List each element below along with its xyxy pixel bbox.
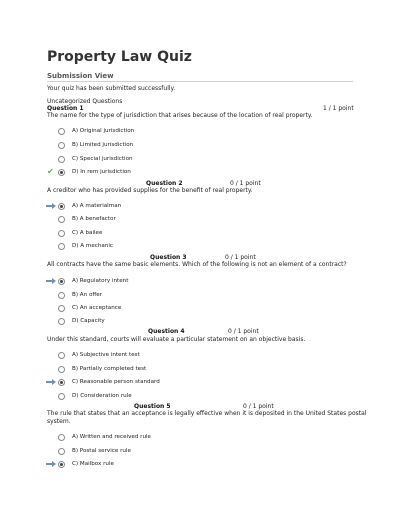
q5-option-c-label: C) Mailbox rule	[72, 461, 114, 467]
q3-option-a-radio[interactable]	[58, 278, 65, 285]
q1-option-c-label: C) Special jurisdiction	[72, 156, 133, 162]
q2-option-a-radio[interactable]	[58, 203, 65, 210]
q5-option-c-radio[interactable]	[58, 461, 65, 468]
q1-option-b-radio[interactable]	[58, 142, 65, 149]
q4-option-a-label: A) Subjective intent test	[72, 352, 140, 358]
q1-option-a-label: A) Original jurisdiction	[72, 128, 135, 134]
divider	[47, 81, 353, 82]
q3-option-a-label: A) Regulatory intent	[72, 278, 129, 284]
quiz-title: Property Law Quiz	[47, 49, 192, 65]
q1-option-b-label: B) Limited jurisdiction	[72, 142, 134, 148]
q1-option-a-radio[interactable]	[58, 128, 65, 135]
q1-option-d-label: D) In rem jurisdiction	[72, 169, 131, 175]
q3-option-b-label: B) An offer	[72, 292, 102, 298]
question-4-text: Under this standard, courts will evaluate a particular statement on an objective basis.	[47, 336, 306, 343]
arrow-right-icon	[46, 278, 56, 284]
q4-option-b-radio[interactable]	[58, 366, 65, 373]
q4-option-a-radio[interactable]	[58, 352, 65, 359]
check-icon: ✔	[47, 167, 54, 176]
arrow-right-icon	[46, 203, 56, 209]
q5-option-a-label: A) Written and received rule	[72, 434, 151, 440]
q2-option-c-label: C) A bailee	[72, 230, 103, 236]
q3-option-c-label: C) An acceptance	[72, 305, 122, 311]
question-5-score: 0 / 1 point	[243, 403, 274, 410]
q3-option-b-radio[interactable]	[58, 292, 65, 299]
q5-option-a-radio[interactable]	[58, 434, 65, 441]
q2-option-a-label: A) A materialman	[72, 203, 122, 209]
q5-option-b-label: B) Postal service rule	[72, 448, 131, 454]
question-4-header: Question 4	[148, 328, 185, 335]
q2-option-b-radio[interactable]	[58, 216, 65, 223]
arrow-right-icon	[46, 461, 56, 467]
submitted-message: Your quiz has been submitted successfully.	[47, 85, 176, 92]
q2-option-d-radio[interactable]	[58, 243, 65, 250]
question-5-header: Question 5	[134, 403, 171, 410]
q2-option-d-label: D) A mechanic	[72, 243, 113, 249]
q2-option-c-radio[interactable]	[58, 230, 65, 237]
q4-option-d-radio[interactable]	[58, 393, 65, 400]
question-1-header: Question 1	[47, 105, 84, 112]
q4-option-b-label: B) Partially completed test	[72, 366, 147, 372]
question-1-score: 1 / 1 point	[323, 105, 354, 112]
question-1-text: The name for the type of jurisdiction that arises because of the location of real property.	[47, 112, 313, 119]
category-label: Uncategorized Questions	[47, 98, 123, 105]
question-2-text: A creditor who has provided supplies for the benefit of real property.	[47, 187, 253, 194]
question-3-header: Question 3	[150, 254, 187, 261]
question-2-header: Question 2	[146, 180, 183, 187]
question-3-score: 0 / 1 point	[225, 254, 256, 261]
question-5-text-line-1: The rule that states that an acceptance is legally effective when it is deposited in the United States postal	[47, 410, 367, 417]
q1-option-c-radio[interactable]	[58, 156, 65, 163]
q3-option-d-label: D) Capacity	[72, 318, 105, 324]
submission-view-label: Submission View	[47, 72, 114, 80]
q4-option-c-radio[interactable]	[58, 379, 65, 386]
q5-option-b-radio[interactable]	[58, 448, 65, 455]
q4-option-d-label: D) Consideration rule	[72, 393, 132, 399]
question-4-score: 0 / 1 point	[228, 328, 259, 335]
q1-option-d-radio[interactable]	[58, 169, 65, 176]
q3-option-d-radio[interactable]	[58, 318, 65, 325]
question-5-text-line-2: system.	[47, 418, 71, 425]
question-2-score: 0 / 1 point	[230, 180, 261, 187]
q2-option-b-label: B) A benefactor	[72, 216, 116, 222]
question-3-text: All contracts have the same basic elements. Which of the following is not an element of a contract?	[47, 261, 347, 268]
q4-option-c-label: C) Reasonable person standard	[72, 379, 160, 385]
q3-option-c-radio[interactable]	[58, 305, 65, 312]
arrow-right-icon	[46, 379, 56, 385]
